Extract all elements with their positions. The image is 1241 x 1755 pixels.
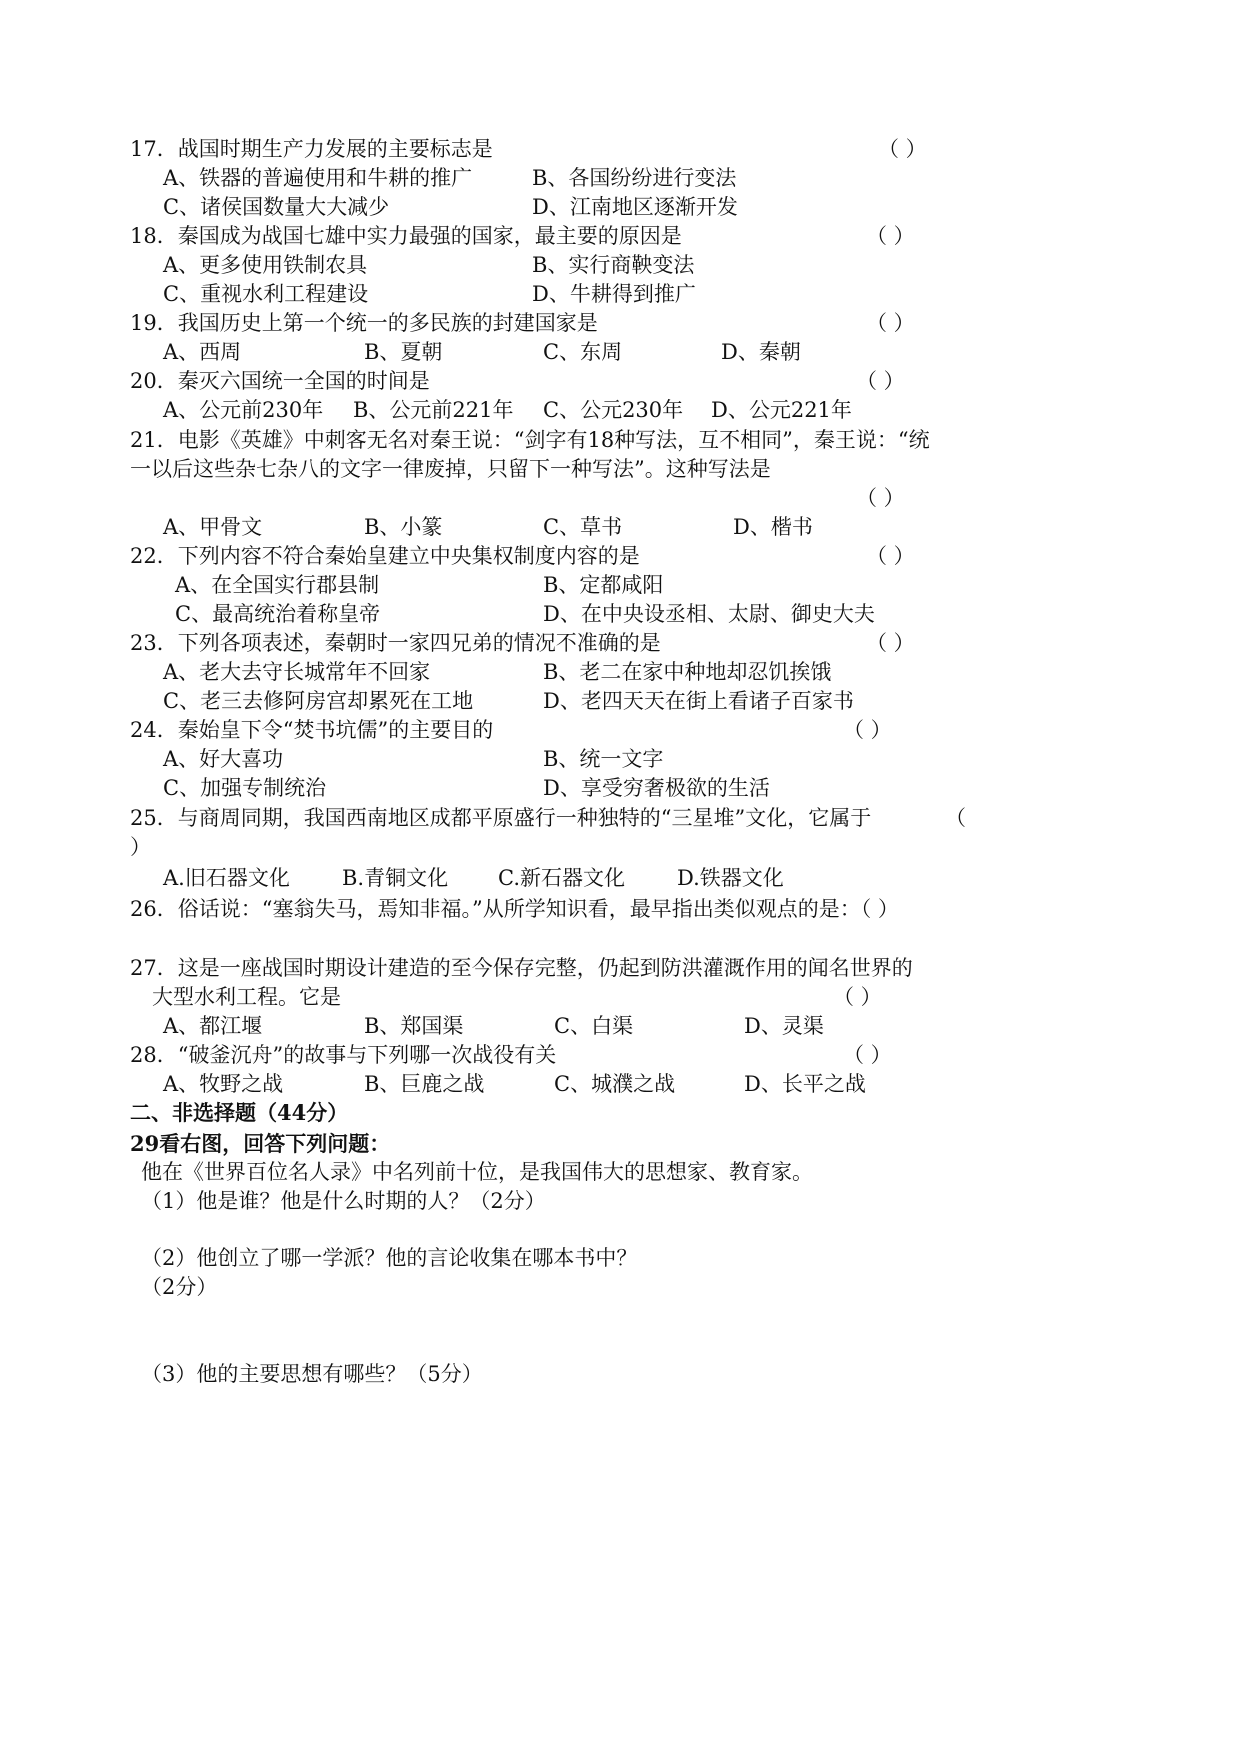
q25-option-d: D.铁器文化 — [677, 866, 784, 890]
q21-option-c: C、草书 — [543, 515, 623, 539]
q18-option-b: B、实行商鞅变法 — [532, 253, 695, 277]
q22-answer-paren: （ ） — [866, 544, 915, 568]
q28-option-a: A、牧野之战 — [163, 1072, 284, 1096]
q20-option-a: A、公元前230年 — [163, 398, 324, 422]
q25-option-b: B.青铜文化 — [342, 866, 449, 890]
q27-stem-line1: 27．这是一座战国时期设计建造的至今保存完整，仍起到防洪灌溉作用的闻名世界的 — [130, 956, 913, 980]
q28-stem: 28．“破釜沉舟”的故事与下列哪一次战役有关 — [130, 1043, 557, 1067]
q19-stem: 19．我国历史上第一个统一的多民族的封建国家是 — [130, 311, 598, 335]
q23-option-c: C、老三去修阿房宫却累死在工地 — [163, 689, 474, 713]
q29-subquestion-2: （2）他创立了哪一学派？他的言论收集在哪本书中？ — [141, 1246, 638, 1270]
q29-intro: 他在《世界百位名人录》中名列前十位，是我国伟大的思想家、教育家。 — [141, 1160, 813, 1184]
q23-option-a: A、老大去守长城常年不回家 — [163, 660, 431, 684]
q20-option-b: B、公元前221年 — [353, 398, 514, 422]
q21-option-a: A、甲骨文 — [163, 515, 263, 539]
q28-answer-paren: （ ） — [843, 1043, 892, 1067]
q21-option-d: D、楷书 — [733, 515, 813, 539]
q24-answer-paren: （ ） — [843, 718, 892, 742]
q23-option-b: B、老二在家中种地却忍饥挨饿 — [543, 660, 832, 684]
q28-option-d: D、长平之战 — [744, 1072, 866, 1096]
q18-option-c: C、重视水利工程建设 — [163, 282, 369, 306]
q27-option-c: C、白渠 — [554, 1014, 634, 1038]
q25-option-c: C.新石器文化 — [498, 866, 625, 890]
q28-option-b: B、巨鹿之战 — [364, 1072, 485, 1096]
q19-answer-paren: （ ） — [866, 311, 915, 335]
q27-option-b: B、郑国渠 — [364, 1014, 464, 1038]
q25-stem: 25．与商周同期，我国西南地区成都平原盛行一种独特的“三星堆”文化，它属于 — [130, 806, 872, 830]
q21-option-b: B、小篆 — [364, 515, 443, 539]
q20-option-d: D、公元221年 — [711, 398, 852, 422]
q24-option-c: C、加强专制统治 — [163, 776, 327, 800]
q19-option-b: B、夏朝 — [364, 340, 443, 364]
q25-paren-open: （ — [945, 806, 966, 830]
q17-option-c: C、诸侯国数量大大减少 — [163, 195, 390, 219]
q20-option-c: C、公元230年 — [543, 398, 684, 422]
q17-option-d: D、江南地区逐渐开发 — [532, 195, 738, 219]
q24-option-d: D、享受穷奢极欲的生活 — [543, 776, 770, 800]
q22-option-a: A、在全国实行郡县制 — [175, 573, 380, 597]
q20-stem: 20．秦灭六国统一全国的时间是 — [130, 369, 430, 393]
q19-option-c: C、东周 — [543, 340, 623, 364]
q24-option-b: B、统一文字 — [543, 747, 664, 771]
q22-option-d: D、在中央设丞相、太尉、御史大夫 — [543, 602, 875, 626]
q18-option-d: D、牛耕得到推广 — [532, 282, 696, 306]
q21-answer-paren: （ ） — [856, 486, 905, 510]
q21-stem-line2: 一以后这些杂七杂八的文字一律废掉，只留下一种写法”。这种写法是 — [130, 457, 771, 481]
q17-stem: 17．战国时期生产力发展的主要标志是 — [130, 137, 493, 161]
q24-option-a: A、好大喜功 — [163, 747, 284, 771]
q27-stem-line2: 大型水利工程。它是 — [152, 985, 341, 1009]
q23-answer-paren: （ ） — [866, 631, 915, 655]
q28-option-c: C、城濮之战 — [554, 1072, 676, 1096]
q18-answer-paren: （ ） — [866, 224, 915, 248]
q25-option-a: A.旧石器文化 — [163, 866, 290, 890]
q18-stem: 18．秦国成为战国七雄中实力最强的国家，最主要的原因是 — [130, 224, 682, 248]
section-heading: 二、非选择题（44分） — [130, 1100, 349, 1125]
q21-stem-line1: 21．电影《英雄》中刺客无名对秦王说：“剑字有18种写法，互不相同”，秦王说：“统 — [130, 428, 930, 452]
q18-option-a: A、更多使用铁制农具 — [163, 253, 368, 277]
q23-option-d: D、老四天天在街上看诸子百家书 — [543, 689, 854, 713]
q27-option-a: A、都江堰 — [163, 1014, 263, 1038]
q20-answer-paren: （ ） — [856, 369, 905, 393]
q25-paren-close: ） — [130, 835, 151, 859]
q17-answer-paren: （ ） — [878, 137, 927, 161]
q27-answer-paren: （ ） — [833, 985, 882, 1009]
q17-option-a: A、铁器的普遍使用和牛耕的推广 — [163, 166, 473, 190]
q29-subquestion-2-score: （2分） — [141, 1275, 218, 1299]
q19-option-d: D、秦朝 — [721, 340, 801, 364]
q29-subquestion-3: （3）他的主要思想有哪些？（5分） — [141, 1362, 483, 1386]
q24-stem: 24．秦始皇下令“焚书坑儒”的主要目的 — [130, 718, 494, 742]
q19-option-a: A、西周 — [163, 340, 242, 364]
q22-option-c: C、最高统治着称皇帝 — [175, 602, 381, 626]
q29-heading: 29看右图，回答下列问题： — [130, 1131, 391, 1156]
q27-option-d: D、灵渠 — [744, 1014, 824, 1038]
q29-subquestion-1: （1）他是谁？他是什么时期的人？（2分） — [141, 1189, 546, 1213]
q17-option-b: B、各国纷纷进行变法 — [532, 166, 737, 190]
q22-stem: 22．下列内容不符合秦始皇建立中央集权制度内容的是 — [130, 544, 640, 568]
q26-stem: 26．俗话说：“塞翁失马，焉知非福。”从所学知识看，最早指出类似观点的是：（ ） — [130, 897, 899, 921]
q22-option-b: B、定都咸阳 — [543, 573, 664, 597]
q23-stem: 23．下列各项表述，秦朝时一家四兄弟的情况不准确的是 — [130, 631, 661, 655]
